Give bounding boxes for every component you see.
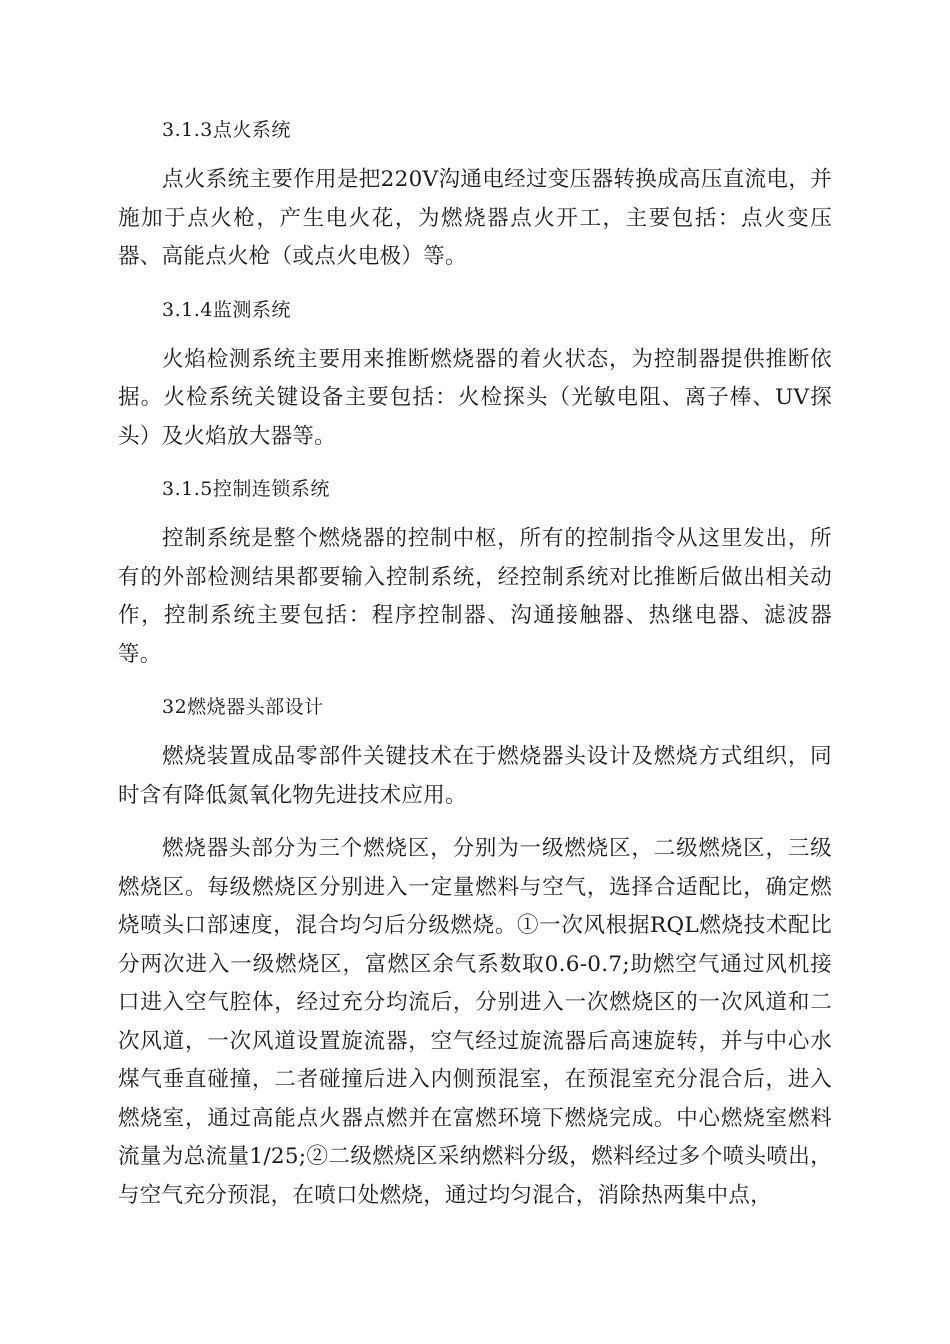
paragraph-control-interlock: 控制系统是整个燃烧器的控制中枢，所有的控制指令从这里发出，所有的外部检测结果都要输入控制系统，经控制系统对比推断后做出相关动作，控制系统主要包括：程序控制器、沟通接触器、热继电器、滤波器等。 <box>118 526 832 667</box>
section-heading-ignition: 3.1.3点火系统 <box>162 119 291 141</box>
section-heading-burner-head: 32燃烧器头部设计 <box>162 696 324 718</box>
paragraph-monitoring: 火焰检测系统主要用来推断燃烧器的着火状态，为控制器提供推断依据。火检系统关键设备主要包括：火检探头（光敏电阻、离子棒、UV探头）及火焰放大器等。 <box>118 346 832 449</box>
paragraph-burner-head-intro: 燃烧装置成品零部件关键技术在于燃烧器头设计及燃烧方式组织，同时含有降低氮氧化物先进技术应用。 <box>118 744 832 808</box>
paragraph-ignition: 点火系统主要作用是把220V沟通电经过变压器转换成高压直流电，并施加于点火枪，产生电火花，为燃烧器点火开工，主要包括：点火变压器、高能点火枪（或点火电极）等。 <box>118 167 832 269</box>
paragraph-burner-head-zones: 燃烧器头部分为三个燃烧区，分别为一级燃烧区，二级燃烧区，三级燃烧区。每级燃烧区分别进入一定量燃料与空气，选择合适配比，确定燃烧喷头口部速度，混合均匀后分级燃烧。①一次风根据RQL燃烧技术配比分两次进入一级燃烧区，富燃区余气系数取0.6-0.7;助燃空气通过风机接口进入空气腔体，经过充分均流后，分别进入一次燃烧区的一次风道和二次风道，一次风道设置旋流器，空气经过旋流器后高速旋转，并与中心水煤气垂直碰撞，二者碰撞后进入内侧预混室，在预混室充分混合后，进入燃烧室，通过高能点火器点燃并在富燃环境下燃烧完成。中心燃烧室燃料流量为总流量1/25;②二级燃烧区采纳燃料分级，燃料经过多个喷头喷出，与空气充分预混，在喷口处燃烧，通过均匀混合，消除热两集中点， <box>118 836 832 1208</box>
section-heading-control-interlock: 3.1.5控制连锁系统 <box>162 478 330 500</box>
section-heading-monitoring: 3.1.4监测系统 <box>162 298 291 321</box>
